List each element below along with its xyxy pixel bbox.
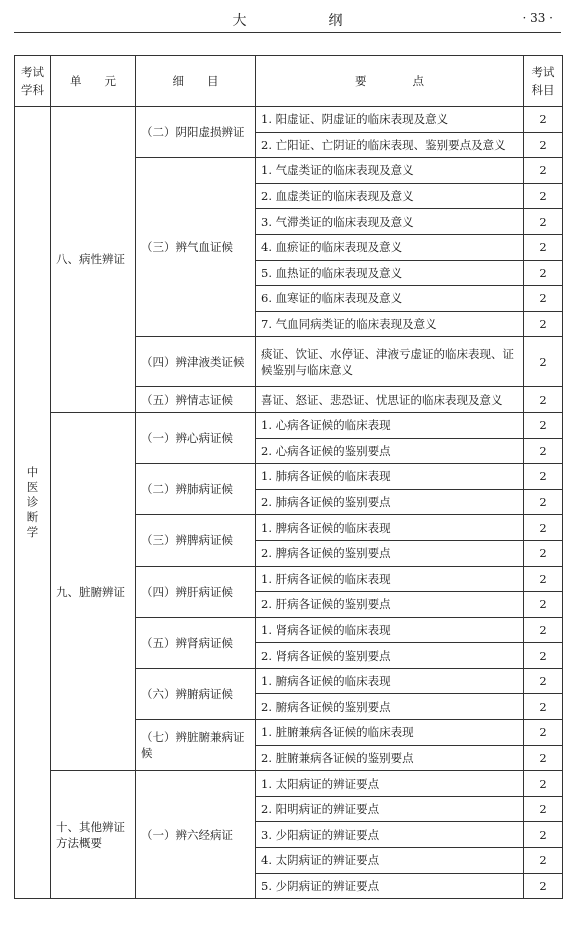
header-item: 细 目 (136, 56, 256, 107)
level-cell: 2 (524, 286, 563, 312)
level-cell: 2 (524, 720, 563, 746)
item-cell: （二）辨肺病证候 (136, 464, 256, 515)
point-cell: 2. 肺病各证候的鉴别要点 (256, 489, 524, 515)
page-number: · 33 · (522, 11, 553, 25)
point-cell: 1. 太阳病证的辨证要点 (256, 771, 524, 797)
item-cell: （四）辨津液类证候 (136, 337, 256, 387)
item-cell: （三）辨气血证候 (136, 158, 256, 337)
level-cell: 2 (524, 311, 563, 337)
point-cell: 1. 脏腑兼病各证候的临床表现 (256, 720, 524, 746)
level-cell: 2 (524, 643, 563, 669)
level-cell: 2 (524, 260, 563, 286)
item-cell: （四）辨肝病证候 (136, 566, 256, 617)
point-cell: 1. 肺病各证候的临床表现 (256, 464, 524, 490)
point-cell: 2. 阳明病证的辨证要点 (256, 796, 524, 822)
point-cell: 1. 阳虚证、阴虚证的临床表现及意义 (256, 107, 524, 133)
item-cell: （六）辨腑病证候 (136, 668, 256, 719)
point-cell: 2. 腑病各证候的鉴别要点 (256, 694, 524, 720)
point-cell: 5. 血热证的临床表现及意义 (256, 260, 524, 286)
level-cell: 2 (524, 438, 563, 464)
header-subject: 考试 学科 (15, 56, 51, 107)
item-cell: （一）辨六经病证 (136, 771, 256, 899)
point-cell: 1. 气虚类证的临床表现及意义 (256, 158, 524, 184)
point-cell: 1. 肾病各证候的临床表现 (256, 617, 524, 643)
table-row (15, 107, 563, 133)
header-level: 考试 科目 (524, 56, 563, 107)
table-body (15, 107, 563, 899)
point-cell: 2. 肝病各证候的鉴别要点 (256, 592, 524, 618)
point-cell: 2. 亡阳证、亡阴证的临床表现、鉴别要点及意义 (256, 132, 524, 158)
page-title: 大 纲 (232, 13, 377, 29)
level-cell: 2 (524, 540, 563, 566)
item-cell: （七）辨脏腑兼病证候 (136, 720, 256, 771)
level-cell: 2 (524, 132, 563, 158)
level-cell: 2 (524, 592, 563, 618)
level-cell: 2 (524, 848, 563, 874)
point-cell: 2. 脾病各证候的鉴别要点 (256, 540, 524, 566)
level-cell: 2 (524, 668, 563, 694)
level-cell: 2 (524, 873, 563, 899)
level-cell: 2 (524, 209, 563, 235)
table-row (15, 771, 563, 797)
syllabus-table (14, 55, 563, 899)
point-cell: 2. 肾病各证候的鉴别要点 (256, 643, 524, 669)
table-header-row (15, 56, 563, 107)
level-cell: 2 (524, 464, 563, 490)
point-cell: 喜证、怒证、悲恐证、忧思证的临床表现及意义 (256, 387, 524, 413)
level-cell: 2 (524, 234, 563, 260)
item-cell: （五）辨肾病证候 (136, 617, 256, 668)
level-cell: 2 (524, 412, 563, 438)
item-cell: （二）阴阳虚损辨证 (136, 107, 256, 158)
table-row (15, 412, 563, 438)
point-cell: 6. 血寒证的临床表现及意义 (256, 286, 524, 312)
item-cell: （五）辨情志证候 (136, 387, 256, 413)
level-cell: 2 (524, 771, 563, 797)
point-cell: 1. 脾病各证候的临床表现 (256, 515, 524, 541)
item-cell: （一）辨心病证候 (136, 412, 256, 463)
point-cell: 2. 脏腑兼病各证候的鉴别要点 (256, 745, 524, 771)
level-cell: 2 (524, 489, 563, 515)
level-cell: 2 (524, 183, 563, 209)
level-cell: 2 (524, 387, 563, 413)
level-cell: 2 (524, 617, 563, 643)
level-cell: 2 (524, 566, 563, 592)
point-cell: 1. 心病各证候的临床表现 (256, 412, 524, 438)
point-cell: 3. 少阳病证的辨证要点 (256, 822, 524, 848)
unit-cell: 九、脏腑辨证 (51, 412, 136, 770)
point-cell: 2. 血虚类证的临床表现及意义 (256, 183, 524, 209)
point-cell: 5. 少阴病证的辨证要点 (256, 873, 524, 899)
point-cell: 1. 肝病各证候的临床表现 (256, 566, 524, 592)
point-cell: 4. 血瘀证的临床表现及意义 (256, 234, 524, 260)
point-cell: 4. 太阴病证的辨证要点 (256, 848, 524, 874)
level-cell: 2 (524, 745, 563, 771)
level-cell: 2 (524, 515, 563, 541)
point-cell: 3. 气滞类证的临床表现及意义 (256, 209, 524, 235)
level-cell: 2 (524, 158, 563, 184)
header-unit: 单 元 (51, 56, 136, 107)
subject-cell: 中 医 诊 断 学 (15, 107, 51, 899)
level-cell: 2 (524, 822, 563, 848)
unit-cell: 十、其他辨证方法概要 (51, 771, 136, 899)
level-cell: 2 (524, 796, 563, 822)
level-cell: 2 (524, 337, 563, 387)
point-cell: 痰证、饮证、水停证、津液亏虚证的临床表现、证候鉴别与临床意义 (256, 337, 524, 387)
level-cell: 2 (524, 694, 563, 720)
header-points: 要 点 (256, 56, 524, 107)
point-cell: 1. 腑病各证候的临床表现 (256, 668, 524, 694)
item-cell: （三）辨脾病证候 (136, 515, 256, 566)
point-cell: 2. 心病各证候的鉴别要点 (256, 438, 524, 464)
unit-cell: 八、病性辨证 (51, 107, 136, 413)
point-cell: 7. 气血同病类证的临床表现及意义 (256, 311, 524, 337)
level-cell: 2 (524, 107, 563, 133)
page-header (14, 0, 561, 33)
